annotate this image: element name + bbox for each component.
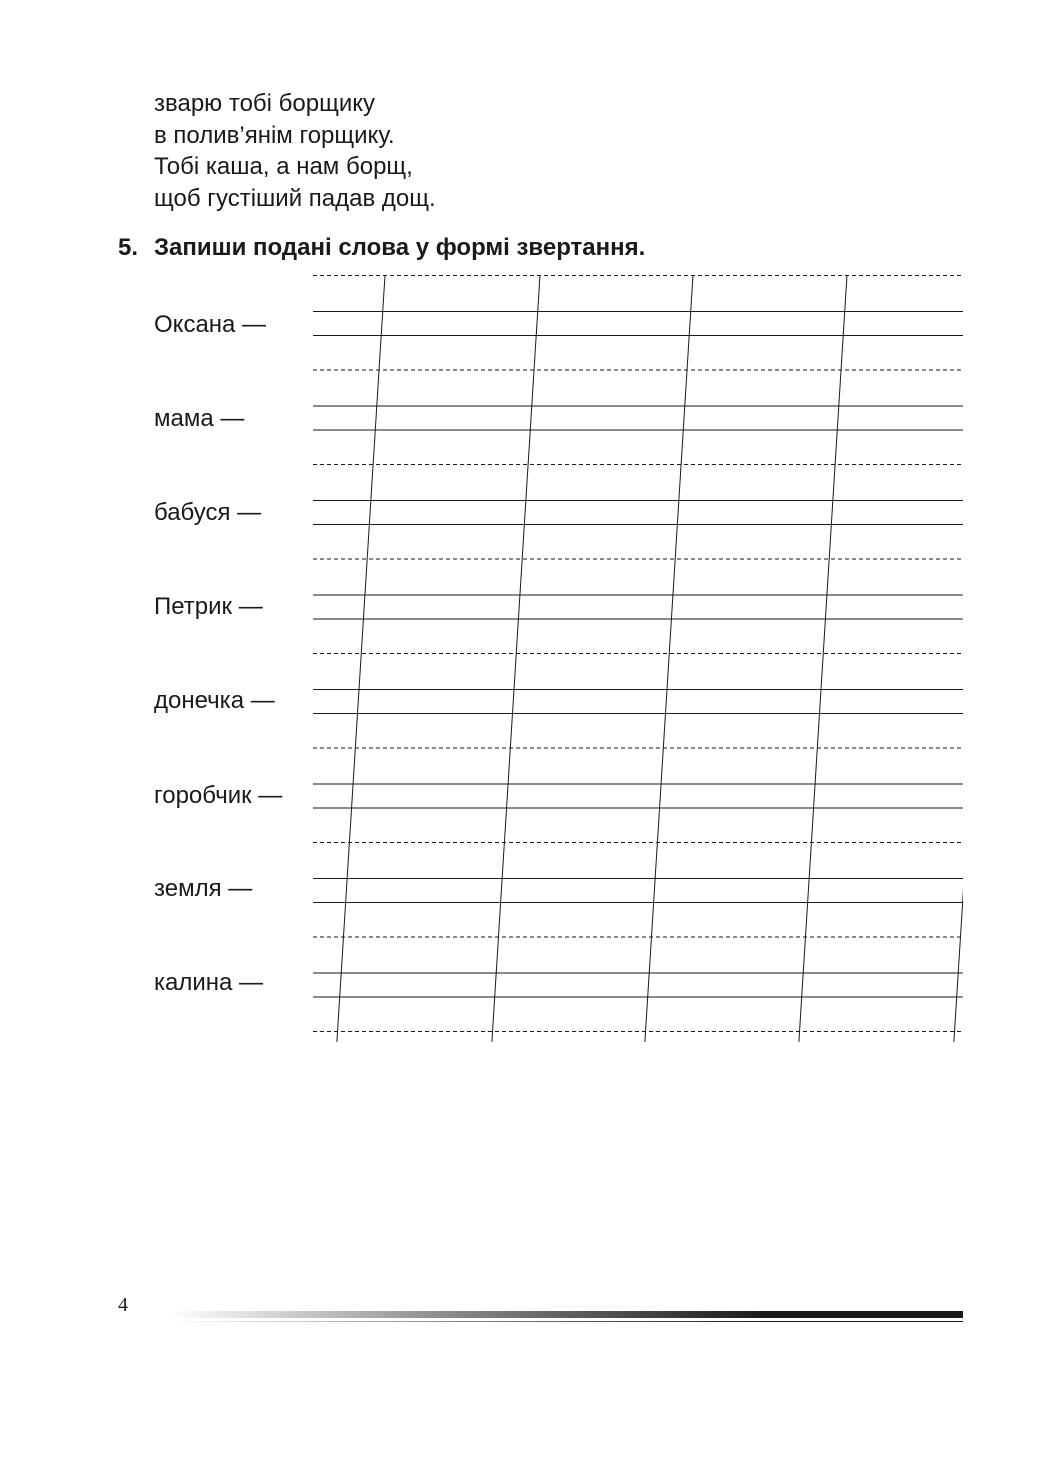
slant-guide-line — [645, 275, 693, 1042]
word-label: калина — — [154, 969, 264, 996]
word-label: Петрик — — [154, 593, 263, 620]
footer-thin-rule — [170, 1321, 963, 1322]
page-number: 4 — [118, 1294, 128, 1316]
task-number: 5. — [118, 234, 139, 261]
slant-guide-line — [492, 275, 540, 1042]
word-label: Оксана — — [154, 311, 267, 338]
word-label: горобчик — — [154, 782, 283, 809]
poem-line: в полив’янім горщику. — [154, 121, 395, 149]
poem-line: зварю тобі борщику — [154, 90, 376, 117]
footer-gradient-bar — [170, 1311, 963, 1318]
word-label: донечка — — [154, 687, 275, 714]
slant-guide-line — [337, 275, 385, 1042]
word-label: бабуся — — [154, 499, 262, 526]
word-label: земля — — [154, 875, 253, 902]
task-text: Запиши подані слова у формі звертання. — [154, 234, 646, 261]
slant-guide-line — [799, 275, 847, 1042]
word-label: мама — — [154, 405, 245, 432]
slant-guide-line — [954, 275, 1002, 1042]
slant-guide-line — [182, 275, 230, 1042]
poem-line: Тобі каша, а нам борщ, — [154, 153, 413, 180]
poem-line: щоб густіший падав дощ. — [154, 184, 436, 212]
